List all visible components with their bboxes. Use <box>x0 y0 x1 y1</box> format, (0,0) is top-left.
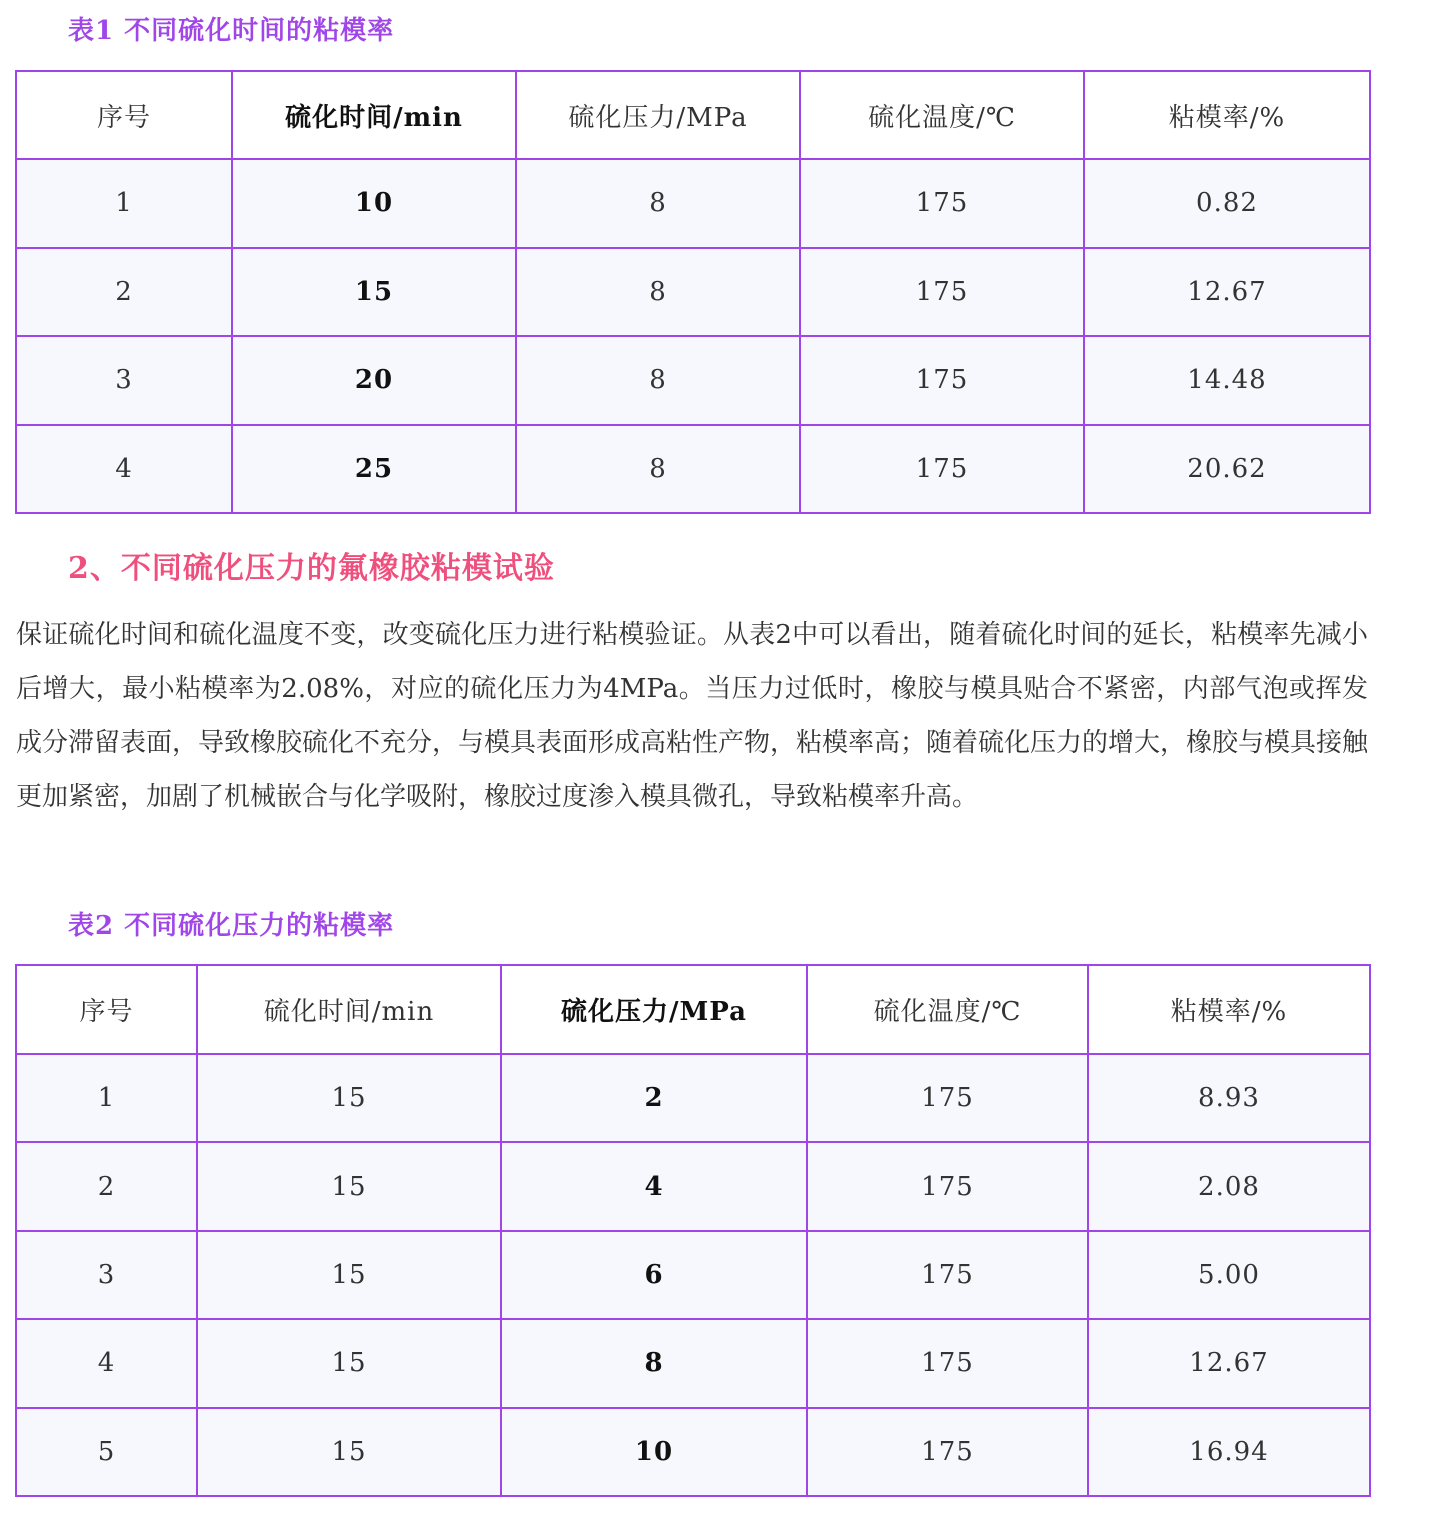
table-row <box>16 159 1370 248</box>
table1-cell: 175 <box>800 159 1084 248</box>
table1-cell: 1 <box>16 159 232 248</box>
table2-header-pressure: 硫化压力/MPa <box>501 965 807 1054</box>
table2-cell: 3 <box>16 1231 197 1319</box>
table2-cell: 15 <box>197 1054 501 1142</box>
table2-cell: 10 <box>501 1408 807 1496</box>
table2-cell: 16.94 <box>1088 1408 1370 1496</box>
table1-header-row <box>16 71 1370 159</box>
table2-cell: 4 <box>16 1319 197 1407</box>
table2-header-rate: 粘模率/% <box>1088 965 1370 1054</box>
table1-header-temperature: 硫化温度/℃ <box>800 71 1084 159</box>
table2-header-row <box>16 965 1370 1054</box>
table1-cell: 20.62 <box>1084 425 1370 514</box>
table2-cell: 5 <box>16 1408 197 1496</box>
table1-cell: 3 <box>16 336 232 425</box>
table1-header-index: 序号 <box>16 71 232 159</box>
table1-cell: 175 <box>800 248 1084 337</box>
table1-cell: 20 <box>232 336 516 425</box>
table2-cell: 2.08 <box>1088 1142 1370 1230</box>
table2-cell: 15 <box>197 1142 501 1230</box>
body-paragraph: 保证硫化时间和硫化温度不变，改变硫化压力进行粘模验证。从表2中可以看出，随着硫化时间的延长，粘模率先减小后增大，最小粘模率为2.08%，对应的硫化压力为4MPa。当压力过低时，橡胶与模具贴合不紧密，内部气泡或挥发成分滞留表面，导致橡胶硫化不充分，与模具表面形成高粘性产物，粘模率高；随着硫化压力的增大，橡胶与模具接触更加紧密，加剧了机械嵌合与化学吸附，橡胶过度渗入模具微孔，导致粘模率升高。 <box>16 620 1369 812</box>
table2-cell: 8.93 <box>1088 1054 1370 1142</box>
table-row <box>16 1319 1370 1407</box>
table2-cell: 5.00 <box>1088 1231 1370 1319</box>
table1-cell: 12.67 <box>1084 248 1370 337</box>
table-row <box>16 336 1370 425</box>
table1-header-time: 硫化时间/min <box>232 71 516 159</box>
table1-caption: 表1 不同硫化时间的粘模率 <box>68 16 395 46</box>
table2-cell: 4 <box>501 1142 807 1230</box>
table-row <box>16 1142 1370 1230</box>
table2-cell: 1 <box>16 1054 197 1142</box>
table2-cell: 175 <box>807 1408 1088 1496</box>
table-row <box>16 1231 1370 1319</box>
table1-cell: 25 <box>232 425 516 514</box>
section-heading: 2、不同硫化压力的氟橡胶粘模试验 <box>68 551 555 586</box>
table1-cell: 8 <box>516 336 800 425</box>
table-row <box>16 1408 1370 1496</box>
table1-cell: 14.48 <box>1084 336 1370 425</box>
table1-cell: 10 <box>232 159 516 248</box>
table-row <box>16 248 1370 337</box>
table2-cell: 2 <box>501 1054 807 1142</box>
table1-cell: 8 <box>516 425 800 514</box>
table2-cell: 2 <box>16 1142 197 1230</box>
table1-cell: 175 <box>800 336 1084 425</box>
table2-cell: 175 <box>807 1142 1088 1230</box>
table2-header-index: 序号 <box>16 965 197 1054</box>
table-row <box>16 425 1370 514</box>
table1-cell: 8 <box>516 248 800 337</box>
table2-cell: 12.67 <box>1088 1319 1370 1407</box>
table2-cell: 15 <box>197 1408 501 1496</box>
table2-cell: 175 <box>807 1231 1088 1319</box>
table1-header-rate: 粘模率/% <box>1084 71 1370 159</box>
table1 <box>15 70 1371 514</box>
table1-header-pressure: 硫化压力/MPa <box>516 71 800 159</box>
table2-header-time: 硫化时间/min <box>197 965 501 1054</box>
table2 <box>15 964 1371 1497</box>
table-row <box>16 1054 1370 1142</box>
table1-cell: 8 <box>516 159 800 248</box>
table2-cell: 15 <box>197 1231 501 1319</box>
table2-header-temperature: 硫化温度/℃ <box>807 965 1088 1054</box>
table1-cell: 15 <box>232 248 516 337</box>
table2-cell: 6 <box>501 1231 807 1319</box>
table1-cell: 4 <box>16 425 232 514</box>
table2-cell: 15 <box>197 1319 501 1407</box>
table1-cell: 175 <box>800 425 1084 514</box>
table1-cell: 2 <box>16 248 232 337</box>
table1-cell: 0.82 <box>1084 159 1370 248</box>
table2-cell: 175 <box>807 1054 1088 1142</box>
table2-cell: 175 <box>807 1319 1088 1407</box>
table2-cell: 8 <box>501 1319 807 1407</box>
table2-caption: 表2 不同硫化压力的粘模率 <box>68 911 395 941</box>
